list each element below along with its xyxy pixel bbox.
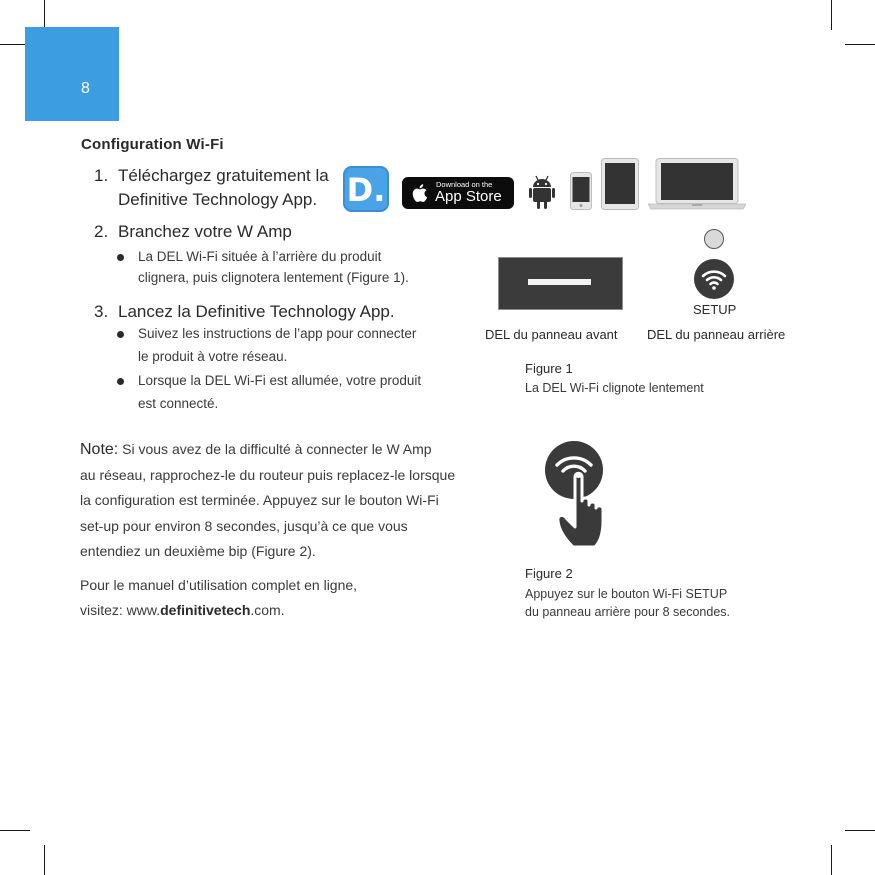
crop-mark bbox=[845, 830, 875, 831]
figure-2-title: Figure 2 bbox=[525, 566, 573, 581]
bullet-item bbox=[117, 323, 467, 367]
crop-mark bbox=[44, 845, 45, 875]
android-icon bbox=[529, 175, 555, 210]
bullet-dot bbox=[117, 331, 124, 338]
note-line: la configuration est terminée. Appuyez sur le bouton Wi-Fi bbox=[80, 492, 439, 508]
setup-label: SETUP bbox=[693, 302, 737, 317]
step-number: 1. bbox=[94, 166, 109, 185]
apple-icon bbox=[412, 183, 430, 203]
step-text-line: Definitive Technology App. bbox=[118, 190, 318, 209]
bullet-item bbox=[117, 246, 467, 290]
app-store-line1: Download on the bbox=[436, 180, 493, 189]
step-text-line: Lancez la Definitive Technology App. bbox=[118, 302, 395, 321]
bullet-text-line: La DEL Wi-Fi située à l’arrière du produit bbox=[138, 249, 382, 264]
page-number-tab bbox=[25, 27, 119, 121]
section-title: Configuration Wi-Fi bbox=[81, 136, 224, 153]
front-panel-illustration bbox=[498, 257, 623, 310]
front-panel-led bbox=[528, 279, 591, 285]
front-panel-label: DEL du panneau avant bbox=[485, 327, 618, 342]
wifi-icon bbox=[694, 259, 734, 299]
figure-2-caption-line: du panneau arrière pour 8 secondes. bbox=[525, 605, 731, 619]
bullet-text-line: Suivez les instructions de l’app pour connecter bbox=[138, 326, 417, 341]
manual-line: Pour le manuel d’utilisation complet en ligne, bbox=[80, 577, 358, 593]
bullet-item bbox=[117, 370, 467, 414]
step-1 bbox=[94, 165, 354, 211]
note-lead: Note: bbox=[80, 441, 119, 458]
crop-mark bbox=[831, 845, 832, 875]
step-text-line: Branchez votre W Amp bbox=[118, 222, 292, 241]
figure-2-caption-line: Appuyez sur le bouton Wi-Fi SETUP bbox=[525, 587, 728, 601]
laptop-icon bbox=[648, 158, 746, 210]
rear-panel-button bbox=[704, 229, 724, 249]
crop-mark bbox=[845, 44, 875, 45]
step-text-line: Téléchargez gratuitement la bbox=[118, 166, 329, 185]
bullet-text-line: est connecté. bbox=[138, 396, 219, 411]
hand-pointer-icon bbox=[555, 455, 621, 551]
app-store-badge[interactable] bbox=[402, 177, 514, 209]
app-icon-letter: D. bbox=[346, 171, 386, 209]
figure-2-caption bbox=[525, 585, 825, 621]
bullet-text-line: le produit à votre réseau. bbox=[138, 349, 288, 364]
crop-mark bbox=[44, 0, 45, 30]
step-2 bbox=[94, 221, 354, 243]
manual-prefix: visitez: www. bbox=[80, 602, 161, 618]
note-paragraph bbox=[80, 437, 500, 565]
note-line: entendiez un deuxième bip (Figure 2). bbox=[80, 543, 316, 559]
tablet-icon bbox=[601, 158, 639, 210]
app-icon[interactable] bbox=[343, 166, 389, 212]
rear-panel-label: DEL du panneau arrière bbox=[647, 327, 786, 342]
manual-paragraph bbox=[80, 573, 480, 623]
note-line: au réseau, rapprochez-le du routeur puis replacez-le lorsque bbox=[80, 466, 456, 483]
bullet-dot bbox=[117, 254, 124, 261]
step-number: 3. bbox=[94, 302, 109, 321]
crop-mark bbox=[0, 830, 30, 831]
step-3 bbox=[94, 301, 424, 323]
smartphone-icon bbox=[570, 172, 592, 210]
page-number: 8 bbox=[81, 80, 90, 97]
note-line: set-up pour environ 8 secondes, jusqu’à ce que vous bbox=[80, 517, 408, 534]
figure-1-caption: La DEL Wi-Fi clignote lentement bbox=[525, 381, 704, 395]
crop-mark bbox=[831, 0, 832, 30]
wifi-setup-button bbox=[694, 259, 734, 299]
website-link[interactable]: definitivetech bbox=[160, 602, 251, 618]
bullet-text-line: Lorsque la DEL Wi-Fi est allumée, votre produit bbox=[138, 373, 422, 388]
manual-suffix: .com. bbox=[250, 602, 285, 618]
app-store-line2: App Store bbox=[435, 188, 502, 205]
figure-1-title: Figure 1 bbox=[525, 361, 573, 376]
bullet-dot bbox=[117, 378, 124, 385]
note-line: Si vous avez de la difficulté à connecter le W Amp bbox=[122, 441, 432, 457]
bullet-text-line: clignera, puis clignotera lentement (Figure 1). bbox=[138, 270, 409, 285]
step-number: 2. bbox=[94, 222, 109, 241]
